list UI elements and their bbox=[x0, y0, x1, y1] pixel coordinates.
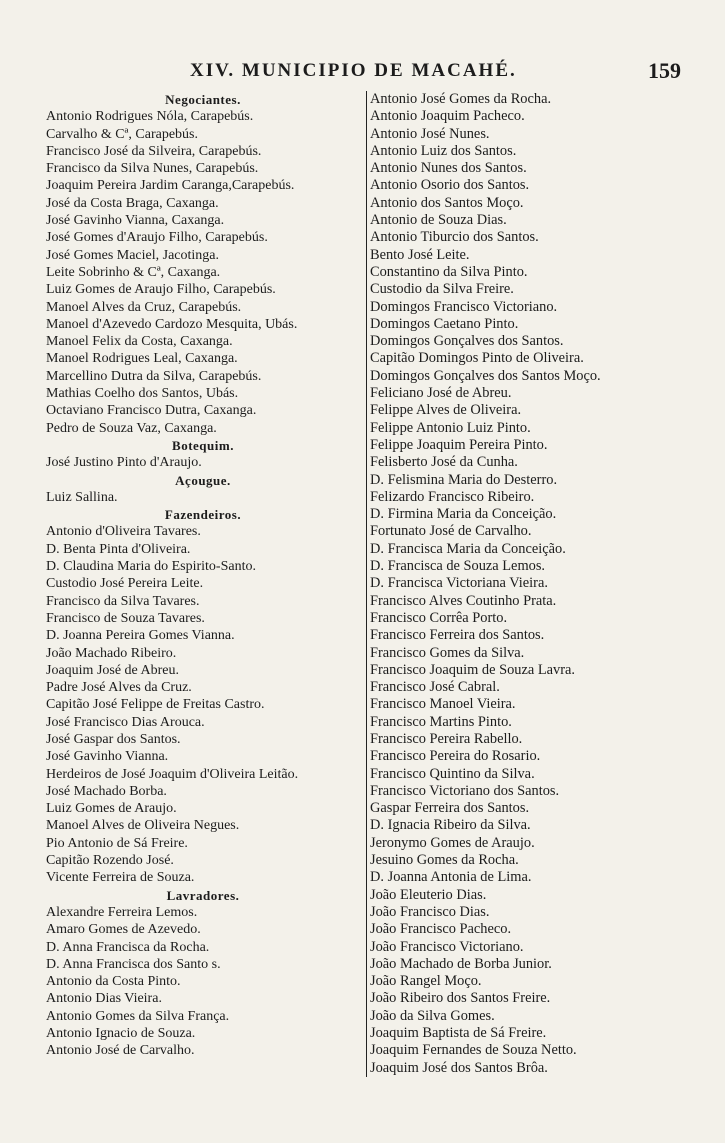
directory-entry: Manoel Alves de Oliveira Negues. bbox=[46, 818, 240, 834]
directory-entry: D. Anna Francisca da Rocha. bbox=[46, 939, 210, 955]
directory-entry: Antonio Luiz dos Santos. bbox=[370, 142, 517, 159]
directory-entry: Marcellino Dutra da Silva, Carapebús. bbox=[46, 368, 262, 384]
left-column bbox=[46, 91, 360, 1060]
directory-entry: Domingos Francisco Victoriano. bbox=[370, 298, 558, 315]
directory-entry: José Justino Pinto d'Araujo. bbox=[46, 455, 202, 471]
directory-entry: Antonio Joaquim Pacheco. bbox=[370, 108, 525, 125]
page-title: XIV. MUNICIPIO DE MACAHÉ. bbox=[190, 60, 517, 81]
directory-entry: Leite Sobrinho & Cª, Caxanga. bbox=[46, 264, 221, 280]
section-heading: Açougue. bbox=[175, 472, 231, 488]
directory-entry: D. Joanna Antonia de Lima. bbox=[370, 869, 532, 886]
directory-entry: Felisberto José da Cunha. bbox=[370, 454, 518, 471]
section-heading: Fazendeiros. bbox=[164, 507, 242, 523]
directory-entry: Francisco Joaquim de Souza Lavra. bbox=[370, 661, 576, 678]
directory-entry: Francisco Gomes da Silva. bbox=[370, 644, 525, 661]
directory-entry: Joaquim José dos Santos Brôa. bbox=[370, 1059, 548, 1076]
directory-entry: Capitão José Felippe de Freitas Castro. bbox=[46, 697, 265, 713]
directory-entry: José Francisco Dias Arouca. bbox=[46, 714, 205, 730]
directory-entry: Manoel Felix da Costa, Caxanga. bbox=[46, 334, 233, 350]
directory-entry: D. Francisca de Souza Lemos. bbox=[370, 558, 546, 575]
page-number: 159 bbox=[648, 58, 681, 83]
directory-entry: Felippe Joaquim Pereira Pinto. bbox=[370, 436, 548, 453]
directory-entry: Antonio Gomes da Silva França. bbox=[46, 1008, 230, 1024]
directory-entry: Antonio Dias Vieira. bbox=[46, 991, 162, 1007]
directory-entry: Antonio José Nunes. bbox=[370, 125, 490, 142]
directory-entry: Manoel d'Azevedo Cardozo Mesquita, Ubás. bbox=[46, 316, 298, 332]
directory-entry: Bento José Leite. bbox=[370, 246, 470, 263]
directory-entry: Francisco da Silva Tavares. bbox=[46, 593, 200, 609]
directory-entry: Pio Antonio de Sá Freire. bbox=[46, 835, 188, 851]
directory-entry: Capitão Domingos Pinto de Oliveira. bbox=[370, 350, 584, 367]
directory-entry: Joaquim Baptista de Sá Freire. bbox=[370, 1025, 547, 1042]
directory-entry: D. Ignacia Ribeiro da Silva. bbox=[370, 817, 531, 834]
directory-entry: Francisco Martins Pinto. bbox=[370, 713, 512, 730]
directory-entry: Felippe Alves de Oliveira. bbox=[370, 402, 522, 419]
directory-entry: Alexandre Ferreira Lemos. bbox=[46, 904, 198, 920]
directory-entry: Jesuino Gomes da Rocha. bbox=[370, 852, 519, 869]
directory-entry: João Ribeiro dos Santos Freire. bbox=[370, 990, 551, 1007]
directory-entry: João Rangel Moço. bbox=[370, 973, 482, 990]
directory-entry: Antonio Ignacio de Souza. bbox=[46, 1026, 196, 1042]
directory-entry: Feliciano José de Abreu. bbox=[370, 385, 512, 402]
directory-entry: Jeronymo Gomes de Araujo. bbox=[370, 834, 535, 851]
directory-entry: José Gomes Maciel, Jacotinga. bbox=[46, 247, 220, 263]
directory-entry: D. Francisca Maria da Conceição. bbox=[370, 540, 566, 557]
directory-entry: D. Claudina Maria do Espirito-Santo. bbox=[46, 559, 256, 575]
directory-entry: Mathias Coelho dos Santos, Ubás. bbox=[46, 386, 239, 402]
directory-entry: José Gavinho Vianna. bbox=[46, 749, 169, 765]
directory-entry: D. Benta Pinta d'Oliveira. bbox=[46, 541, 191, 557]
directory-entry: Antonio dos Santos Moço. bbox=[370, 194, 524, 211]
directory-entry: Domingos Gonçalves dos Santos Moço. bbox=[370, 367, 601, 384]
directory-entry: Francisco Quintino da Silva. bbox=[370, 765, 535, 782]
directory-entry: Antonio da Costa Pinto. bbox=[46, 974, 181, 990]
directory-entry: João da Silva Gomes. bbox=[370, 1007, 495, 1024]
directory-entry: Francisco Pereira Rabello. bbox=[370, 730, 523, 747]
directory-entry: Domingos Caetano Pinto. bbox=[370, 315, 519, 332]
directory-entry: D. Joanna Pereira Gomes Vianna. bbox=[46, 628, 235, 644]
directory-entry: Antonio José Gomes da Rocha. bbox=[370, 91, 552, 107]
directory-entry: Felizardo Francisco Ribeiro. bbox=[370, 488, 535, 505]
directory-entry: Antonio José de Carvalho. bbox=[46, 1043, 195, 1059]
directory-entry: Antonio Rodrigues Nóla, Carapebús. bbox=[46, 109, 254, 125]
section-heading: Botequim. bbox=[172, 437, 234, 453]
directory-entry: Custodio da Silva Freire. bbox=[370, 281, 514, 298]
directory-entry: D. Firmina Maria da Conceição. bbox=[370, 506, 557, 523]
directory-entry: Francisco Alves Coutinho Prata. bbox=[370, 592, 557, 609]
directory-entry: Gaspar Ferreira dos Santos. bbox=[370, 800, 530, 817]
directory-entry: Antonio Osorio dos Santos. bbox=[370, 177, 530, 194]
directory-entry: Octaviano Francisco Dutra, Caxanga. bbox=[46, 403, 257, 419]
directory-entry: Francisco Pereira do Rosario. bbox=[370, 748, 541, 765]
directory-entry: Francisco de Souza Tavares. bbox=[46, 610, 205, 626]
directory-entry: D. Anna Francisca dos Santo s. bbox=[46, 956, 221, 972]
directory-entry: João Francisco Victoriano. bbox=[370, 938, 524, 955]
directory-entry: João Eleuterio Dias. bbox=[370, 886, 487, 903]
directory-entry: Joaquim Pereira Jardim Caranga,Carapebús. bbox=[46, 178, 295, 194]
directory-entry: Amaro Gomes de Azevedo. bbox=[46, 922, 201, 938]
directory-entry: Carvalho & Cª, Carapebús. bbox=[46, 126, 198, 142]
directory-entry: João Machado de Borba Junior. bbox=[370, 955, 552, 972]
directory-entry: Luiz Sallina. bbox=[46, 489, 118, 505]
directory-entry: Luiz Gomes de Araujo Filho, Carapebús. bbox=[46, 282, 276, 298]
right-column bbox=[366, 91, 725, 1077]
directory-entry: Francisco da Silva Nunes, Carapebús. bbox=[46, 161, 259, 177]
directory-entry: Francisco Ferreira dos Santos. bbox=[370, 627, 545, 644]
directory-entry: D. Francisca Victoriana Vieira. bbox=[370, 575, 548, 592]
directory-entry: José Gavinho Vianna, Caxanga. bbox=[46, 213, 225, 229]
directory-entry: Francisco Victoriano dos Santos. bbox=[370, 782, 560, 799]
directory-entry: Antonio d'Oliveira Tavares. bbox=[46, 524, 201, 540]
directory-entry: Francisco José Cabral. bbox=[370, 679, 500, 696]
directory-entry: João Francisco Dias. bbox=[370, 903, 490, 920]
directory-entry: Francisco Manoel Vieira. bbox=[370, 696, 516, 713]
directory-entry: José Gomes d'Araujo Filho, Carapebús. bbox=[46, 230, 268, 246]
directory-entry: Manoel Alves da Cruz, Carapebús. bbox=[46, 299, 242, 315]
page-header bbox=[0, 60, 725, 86]
directory-entry: Joaquim Fernandes de Souza Netto. bbox=[370, 1042, 577, 1059]
directory-entry: Antonio Nunes dos Santos. bbox=[370, 160, 527, 177]
directory-entry: Domingos Gonçalves dos Santos. bbox=[370, 333, 564, 350]
directory-entry: José Gaspar dos Santos. bbox=[46, 731, 181, 747]
directory-entry: João Francisco Pacheco. bbox=[370, 921, 512, 938]
directory-entry: João Machado Ribeiro. bbox=[46, 645, 177, 661]
directory-entry: Antonio de Souza Dias. bbox=[370, 212, 507, 229]
directory-entry: Padre José Alves da Cruz. bbox=[46, 680, 192, 696]
directory-entry: D. Felismina Maria do Desterro. bbox=[370, 471, 558, 488]
directory-entry: Herdeiros de José Joaquim d'Oliveira Leitão. bbox=[46, 766, 299, 782]
directory-entry: Antonio Tiburcio dos Santos. bbox=[370, 229, 539, 246]
directory-entry: Vicente Ferreira de Souza. bbox=[46, 870, 195, 886]
directory-entry: José da Costa Braga, Caxanga. bbox=[46, 195, 219, 211]
section-heading: Negociantes. bbox=[165, 92, 241, 107]
directory-entry: Luiz Gomes de Araujo. bbox=[46, 801, 177, 817]
directory-entry: Felippe Antonio Luiz Pinto. bbox=[370, 419, 531, 436]
directory-entry: Fortunato José de Carvalho. bbox=[370, 523, 532, 540]
directory-entry: Francisco José da Silveira, Carapebús. bbox=[46, 143, 262, 159]
directory-entry: Custodio José Pereira Leite. bbox=[46, 576, 204, 592]
directory-entry: Constantino da Silva Pinto. bbox=[370, 263, 528, 280]
directory-entry: Joaquim José de Abreu. bbox=[46, 662, 179, 678]
directory-entry: José Machado Borba. bbox=[46, 783, 167, 799]
directory-entry: Pedro de Souza Vaz, Caxanga. bbox=[46, 420, 217, 436]
directory-entry: Francisco Corrêa Porto. bbox=[370, 609, 508, 626]
section-heading: Lavradores. bbox=[166, 887, 240, 903]
directory-entry: Manoel Rodrigues Leal, Caxanga. bbox=[46, 351, 238, 367]
directory-entry: Capitão Rozendo José. bbox=[46, 853, 174, 869]
